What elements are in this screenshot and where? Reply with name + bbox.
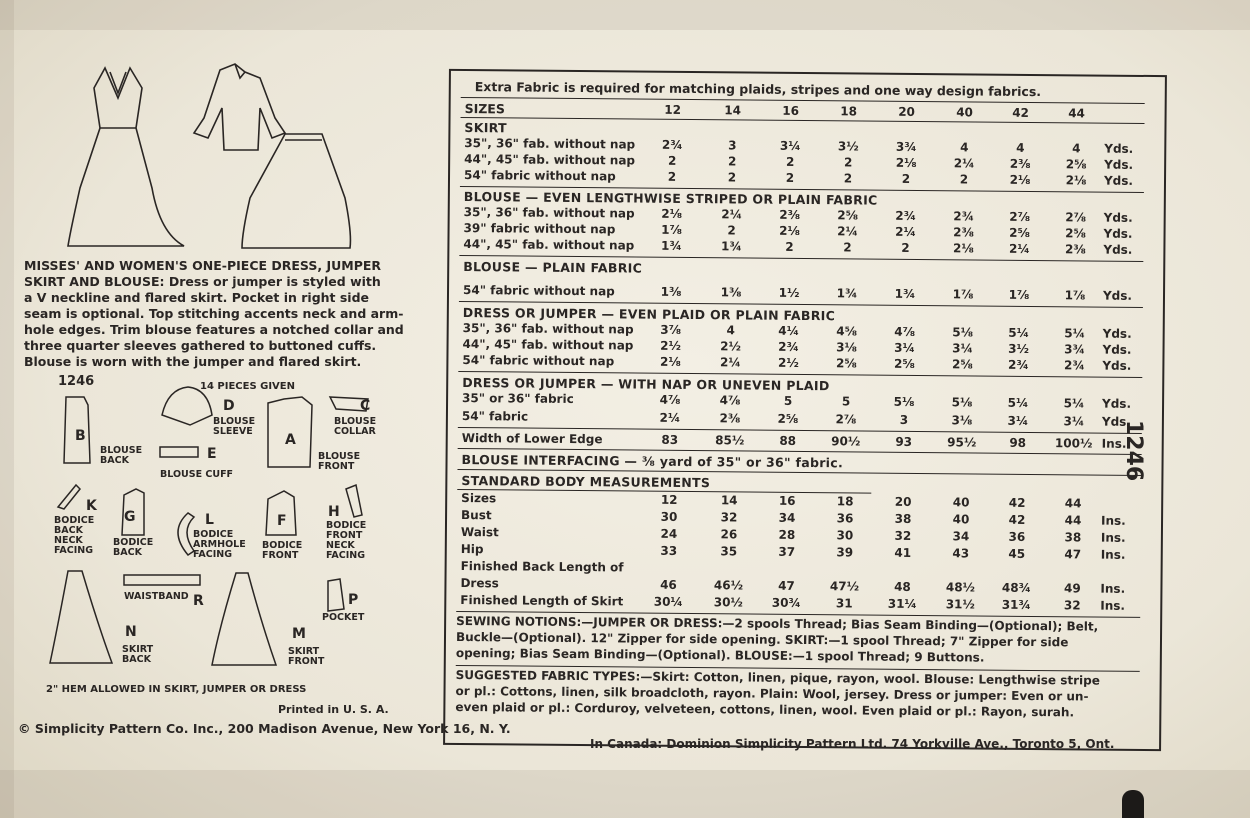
cell: 2⅜ <box>1064 242 1086 257</box>
unit: Yds. <box>1101 414 1131 429</box>
cell: 28 <box>778 527 796 542</box>
extra-fabric-note: Extra Fabric is required for matching plaids, stripes and one way design fabrics. <box>474 79 1042 100</box>
unit: Yds. <box>1102 358 1132 373</box>
size-header: 42 <box>1012 105 1030 120</box>
piece-label-blouse-cuff: BLOUSE CUFF <box>160 469 234 480</box>
cell: 2 <box>843 171 853 186</box>
piece-label-waistband: WAISTBAND <box>124 591 189 602</box>
dress-illustration <box>68 68 184 246</box>
row-label: 35", 36" fab. without nap <box>462 321 634 337</box>
cell: 2¾ <box>895 208 917 223</box>
piece-label-bodice-back: BODICE BACK <box>113 537 154 558</box>
cell: 2 <box>785 239 794 254</box>
cell: 1⅞ <box>1064 288 1086 303</box>
cell: 16 <box>778 493 796 508</box>
cell: 4⅞ <box>894 324 916 339</box>
cell: 48½ <box>945 580 976 595</box>
cell: 48¾ <box>1001 580 1032 595</box>
piece-label-blouse-back: BLOUSE BACK <box>100 445 143 466</box>
cell: 2⅜ <box>779 207 801 222</box>
section-title-body-measurements: STANDARD BODY MEASUREMENTS <box>461 473 711 491</box>
pieces-pattern-number: 1246 <box>58 374 95 389</box>
cell: 2⅛ <box>1065 173 1087 188</box>
piece-label-skirt-front: SKIRT FRONT <box>288 646 325 667</box>
cell: 2½ <box>720 339 742 354</box>
cell: 2 <box>667 169 677 184</box>
piece-letter-M: M <box>292 626 306 642</box>
cell: 5¼ <box>1007 395 1029 410</box>
cell: 2¼ <box>837 224 859 239</box>
row-label: Width of Lower Edge <box>461 431 603 447</box>
unit: Ins. <box>1100 513 1126 528</box>
row-label: Finished Length of Skirt <box>460 592 624 609</box>
cell: 2⅛ <box>659 354 681 369</box>
cell: 2 <box>901 171 911 186</box>
size-header: 14 <box>724 103 742 118</box>
section-title-blouse-plain: BLOUSE — PLAIN FABRIC <box>463 259 643 276</box>
cell: 4¼ <box>778 323 800 338</box>
cell: 31 <box>835 596 853 611</box>
pieces-count: 14 PIECES GIVEN <box>200 381 295 392</box>
cell: 20 <box>894 494 912 509</box>
cell: 4 <box>1072 141 1081 156</box>
cell: 88 <box>779 433 797 448</box>
piece-label-blouse-collar: BLOUSE COLLAR <box>334 416 377 437</box>
row-label: Sizes <box>461 491 497 506</box>
cell: 33 <box>660 543 678 558</box>
size-header: 44 <box>1068 106 1086 121</box>
cell: 2½ <box>777 355 799 370</box>
piece-letter-B: B <box>75 428 86 444</box>
notions-line: SEWING NOTIONS:—JUMPER OR DRESS:—2 spools Thread; Bias Seam Binding—(Optional); Belt, <box>456 613 1099 634</box>
envelope-flap-shadow <box>0 0 1250 30</box>
cell: 32 <box>894 528 912 543</box>
printed-in-usa: Printed in U. S. A. <box>278 703 389 716</box>
cell: 47½ <box>829 579 860 594</box>
cell: 34 <box>778 510 796 525</box>
notions-line: opening; Bias Seam Binding—(Optional). BLOUSE:—1 spool Thread; 9 Buttons. <box>455 645 985 665</box>
fabrics-line: or pl.: Cottons, linen, silk broadcloth, rayon. Plain: Wool, jersey. Dress or jumper: Even or un- <box>455 683 1089 704</box>
cell: 3⅛ <box>951 413 973 428</box>
garment-illustrations <box>60 58 360 258</box>
row-label: 35", 36" fab. without nap <box>463 205 635 221</box>
cell: 30 <box>660 509 678 524</box>
unit: Yds. <box>1103 173 1134 188</box>
cell: 2⅝ <box>1065 226 1087 241</box>
row-label: 35" or 36" fabric <box>462 391 574 406</box>
ink-blot <box>1122 790 1144 818</box>
skirt-illustration <box>242 134 350 248</box>
cell: 2⅜ <box>719 411 741 426</box>
cell: 48 <box>894 579 911 594</box>
unit: Ins. <box>1100 581 1126 596</box>
row-label: Hip <box>460 542 484 557</box>
size-header: 16 <box>782 103 800 118</box>
cell: 1½ <box>778 285 800 300</box>
row-label: Waist <box>460 525 499 540</box>
cell: 40 <box>952 512 970 527</box>
cell: 3½ <box>1008 341 1029 356</box>
piece-letter-H: H <box>328 504 340 520</box>
section-title-skirt: SKIRT <box>464 120 507 136</box>
cell: 3⅞ <box>660 322 682 337</box>
cell: 47 <box>778 578 795 593</box>
cell: 3⅛ <box>836 340 857 355</box>
pattern-description <box>24 258 404 370</box>
cell: 30¾ <box>771 595 801 610</box>
cell: 2⅝ <box>777 411 799 426</box>
cell: 1¾ <box>836 286 858 301</box>
cell: 30½ <box>713 595 743 610</box>
cell: 42 <box>1008 512 1026 527</box>
description-line: SKIRT AND BLOUSE: Dress or jumper is styled with <box>24 274 381 289</box>
yardage-chart <box>443 69 1167 751</box>
cell: 2⅜ <box>953 225 975 240</box>
cell: 43 <box>952 546 970 561</box>
cell: 32 <box>1063 598 1081 613</box>
cell: 3¼ <box>1063 414 1085 429</box>
cell: 3 <box>728 138 737 153</box>
unit: Yds. <box>1103 210 1133 225</box>
cell: 1⅜ <box>660 284 682 299</box>
cell: 40 <box>952 495 970 510</box>
cell: 5⅛ <box>893 394 915 409</box>
cell: 5¼ <box>1008 325 1030 340</box>
cell: 3¼ <box>779 138 801 153</box>
cell: 36 <box>1008 529 1026 544</box>
cell: 42 <box>1008 495 1026 510</box>
sewing-notions <box>456 613 1136 667</box>
envelope-left-edge <box>0 0 14 818</box>
cell: 34 <box>952 529 970 544</box>
cell: 2⅛ <box>779 223 801 238</box>
notions-line: Buckle—(Optional). 12" Zipper for side opening. SKIRT:—1 spool Thread; 7" Zipper for side <box>455 629 1069 650</box>
chart-rule <box>461 117 1145 124</box>
cell: 45 <box>1008 546 1026 561</box>
cell: 46½ <box>713 578 744 593</box>
cell: 2¼ <box>895 224 917 239</box>
cell: 3¼ <box>894 340 915 355</box>
cell: 2½ <box>660 338 682 353</box>
description-line: seam is optional. Top stitching accents neck and arm- <box>24 306 404 321</box>
cell: 38 <box>894 511 912 526</box>
piece-letter-R: R <box>193 593 204 609</box>
cell: 2⅛ <box>1009 172 1031 187</box>
cell: 46 <box>660 577 677 592</box>
row-label: 54" fabric <box>461 409 529 424</box>
piece-label-pocket: POCKET <box>322 612 365 623</box>
piece-label-bodice-front: BODICE FRONT <box>262 540 303 561</box>
cell: 5⅛ <box>951 395 973 410</box>
cell: 4⅞ <box>719 393 741 408</box>
envelope-bottom-shadow <box>0 770 1250 818</box>
piece-letter-D: D <box>223 398 235 414</box>
cell: 2¾ <box>1063 358 1085 373</box>
piece-label-bodice-armhole-facing: BODICE ARMHOLE FACING <box>193 529 246 560</box>
row-label: 39" fabric without nap <box>463 221 616 237</box>
piece-label-bodice-back-neck-facing: BODICE BACK NECK FACING <box>54 515 95 556</box>
cell: 95½ <box>947 435 977 450</box>
piece-letter-N: N <box>125 624 137 640</box>
piece-label-blouse-front: BLOUSE FRONT <box>318 451 361 472</box>
piece-letter-K: K <box>86 498 97 514</box>
cell: 2¼ <box>1008 241 1030 256</box>
piece-label-bodice-front-neck-facing: BODICE FRONT NECK FACING <box>326 520 367 561</box>
piece-letter-L: L <box>205 512 214 528</box>
piece-letter-P: P <box>348 592 359 608</box>
unit: Yds. <box>1102 326 1132 341</box>
cell: 49 <box>1064 581 1081 596</box>
cell: 12 <box>660 492 678 507</box>
cell: 2⅝ <box>1009 225 1031 240</box>
cell: 44 <box>1064 513 1082 528</box>
cell: 1¾ <box>720 239 742 254</box>
row-label: Finished Back Length of <box>460 559 624 575</box>
size-header: 12 <box>664 102 682 117</box>
cell: 2 <box>959 172 969 187</box>
fabrics-line: SUGGESTED FABRIC TYPES:—Skirt: Cotton, linen, pique, rayon, wool. Blouse: Lengthwise stripe <box>455 667 1100 688</box>
unit: Yds. <box>1103 242 1133 257</box>
cell: 5 <box>783 393 793 408</box>
description-line: MISSES' AND WOMEN'S ONE-PIECE DRESS, JUMPER <box>24 258 382 273</box>
cell: 18 <box>836 494 854 509</box>
cell: 36 <box>836 511 854 526</box>
cell: 2 <box>843 155 853 170</box>
cell: 2¼ <box>659 410 681 425</box>
cell: 4 <box>1016 140 1025 155</box>
cell: 5⅛ <box>952 325 974 340</box>
cell: 93 <box>895 434 913 449</box>
cell: 2 <box>727 170 737 185</box>
row-label: 54" fabric without nap <box>462 283 615 299</box>
section-title-dress-nap: DRESS OR JUMPER — WITH NAP OR UNEVEN PLAID <box>462 375 830 394</box>
unit: Ins. <box>1100 598 1126 613</box>
cell: 2 <box>843 240 852 255</box>
cell: 30 <box>836 528 854 543</box>
cell: 41 <box>894 545 912 560</box>
unit: Yds. <box>1103 226 1133 241</box>
row-label: 44", 45" fab. without nap <box>462 337 634 353</box>
unit: Yds. <box>1104 157 1134 172</box>
cell: 3¼ <box>1007 413 1029 428</box>
cell: 24 <box>660 526 678 541</box>
unit: Yds. <box>1104 141 1134 156</box>
unit: Ins. <box>1100 530 1126 545</box>
row-label: 44", 45" fab. without nap <box>464 152 636 168</box>
cell: 26 <box>720 527 738 542</box>
unit: Yds. <box>1102 342 1132 357</box>
cell: 3¾ <box>895 139 917 154</box>
cell: 2 <box>785 170 795 185</box>
cell: 31¾ <box>1001 597 1031 612</box>
row-label: 54" fabric without nap <box>462 353 615 369</box>
copyright-line: © Simplicity Pattern Co. Inc., 200 Madison Avenue, New York 16, N. Y. <box>18 721 511 736</box>
cell: 5¼ <box>1064 326 1086 341</box>
piece-letter-F: F <box>277 513 287 529</box>
cell: 2 <box>901 240 910 255</box>
sizes-label: SIZES <box>464 101 505 117</box>
cell: 5 <box>841 394 851 409</box>
cell: 31¼ <box>887 596 917 611</box>
cell: 2⅞ <box>1065 210 1087 225</box>
cell: 32 <box>720 510 738 525</box>
section-title-blouse-striped: BLOUSE — EVEN LENGTHWISE STRIPED OR PLAIN FABRIC <box>463 189 878 208</box>
cell: 3½ <box>837 139 859 154</box>
cell: 2¾ <box>1007 357 1029 372</box>
row-label: 44", 45" fab. without nap <box>463 237 635 253</box>
unit: Yds. <box>1102 396 1132 411</box>
blouse-interfacing: BLOUSE INTERFACING — ⅜ yard of 35" or 36" fabric. <box>461 452 844 471</box>
cell: 1⅞ <box>952 287 974 302</box>
cell: 44 <box>1064 496 1082 511</box>
piece-letter-E: E <box>207 446 217 462</box>
cell: 2 <box>785 154 795 169</box>
piece-label-blouse-sleeve: BLOUSE SLEEVE <box>213 416 256 437</box>
cell: 2¼ <box>719 355 741 370</box>
cell: 2⅞ <box>835 412 857 427</box>
cell: 38 <box>1064 530 1082 545</box>
description-line: hole edges. Trim blouse features a notched collar and <box>24 322 404 337</box>
row-label: 54" fabric without nap <box>463 168 616 184</box>
cell: 2⅝ <box>835 356 857 371</box>
piece-letter-C: C <box>360 398 371 414</box>
cell: 2⅞ <box>1009 209 1031 224</box>
cell: 90½ <box>831 434 861 449</box>
canada-address: In Canada: Dominion Simplicity Pattern Ltd. 74 Yorkville Ave., Toronto 5, Ont. <box>590 737 1115 751</box>
cell: 100½ <box>1054 436 1093 451</box>
piece-label-skirt-back: SKIRT BACK <box>122 644 154 665</box>
side-pattern-number: 1246 <box>1121 420 1146 482</box>
cell: 30¼ <box>653 594 683 609</box>
cell: 2 <box>667 153 677 168</box>
cell: 14 <box>720 493 738 508</box>
cell: 2¼ <box>953 156 975 171</box>
section-title-dress-even: DRESS OR JUMPER — EVEN PLAID OR PLAIN FABRIC <box>462 305 836 324</box>
cell: 2¾ <box>661 137 683 152</box>
cell: 1¾ <box>660 238 682 253</box>
row-label: Dress <box>460 576 499 591</box>
cell: 3¼ <box>952 341 973 356</box>
cell: 98 <box>1009 435 1027 450</box>
size-header: 18 <box>840 104 858 119</box>
cell: 3 <box>899 412 909 427</box>
cell: 2¾ <box>953 209 975 224</box>
cell: 85½ <box>715 433 745 448</box>
cell: 2⅝ <box>893 356 915 371</box>
description-line: Blouse is worn with the jumper and flared skirt. <box>24 354 362 369</box>
chart-rule <box>461 97 1145 104</box>
cell: 5¼ <box>1063 396 1085 411</box>
cell: 2¾ <box>778 339 800 354</box>
cell: 4 <box>726 323 735 338</box>
suggested-fabrics <box>455 667 1135 721</box>
cell: 2 <box>727 223 736 238</box>
cell: 2 <box>727 154 737 169</box>
fabrics-line: even plaid or pl.: Corduroy, velveteen, cottons, linen, wool. Even plaid or pl.: Rayon, surah. <box>455 699 1075 720</box>
cell: 2⅝ <box>951 357 973 372</box>
unit: Yds. <box>1102 288 1133 303</box>
cell: 3¾ <box>1064 342 1085 357</box>
row-label: 35", 36" fab. without nap <box>464 136 636 152</box>
row-label: Bust <box>461 508 492 523</box>
cell: 2⅝ <box>1065 157 1087 172</box>
cell: 47 <box>1064 547 1082 562</box>
description-line: three quarter sleeves gathered to buttoned cuffs. <box>24 338 377 353</box>
cell: 39 <box>836 545 854 560</box>
size-header: 20 <box>898 104 916 119</box>
cell: 4⅝ <box>836 324 858 339</box>
cell: 1¾ <box>894 286 916 301</box>
cell: 83 <box>661 432 679 447</box>
cell: 1⅞ <box>661 222 683 237</box>
cell: 2⅜ <box>1009 156 1031 171</box>
cell: 31½ <box>945 597 975 612</box>
cell: 2⅛ <box>952 241 974 256</box>
cell: 4⅞ <box>659 392 681 407</box>
cell: 4 <box>960 140 969 155</box>
hem-note: 2" HEM ALLOWED IN SKIRT, JUMPER OR DRESS <box>46 684 307 695</box>
cell: 2⅛ <box>895 155 917 170</box>
cell: 2¼ <box>721 207 743 222</box>
piece-letter-A: A <box>285 432 296 448</box>
cell: 2⅛ <box>661 206 683 221</box>
cell: 1⅜ <box>720 285 742 300</box>
size-header: 40 <box>956 105 974 120</box>
cell: 35 <box>720 544 738 559</box>
cell: 37 <box>778 544 796 559</box>
unit: Ins. <box>1100 547 1126 562</box>
cell: 1⅞ <box>1008 287 1030 302</box>
unit: Ins. <box>1101 436 1127 451</box>
description-line: a V neckline and flared skirt. Pocket in right side <box>24 290 370 305</box>
piece-letter-G: G <box>124 509 136 525</box>
cell: 2⅝ <box>837 208 859 223</box>
